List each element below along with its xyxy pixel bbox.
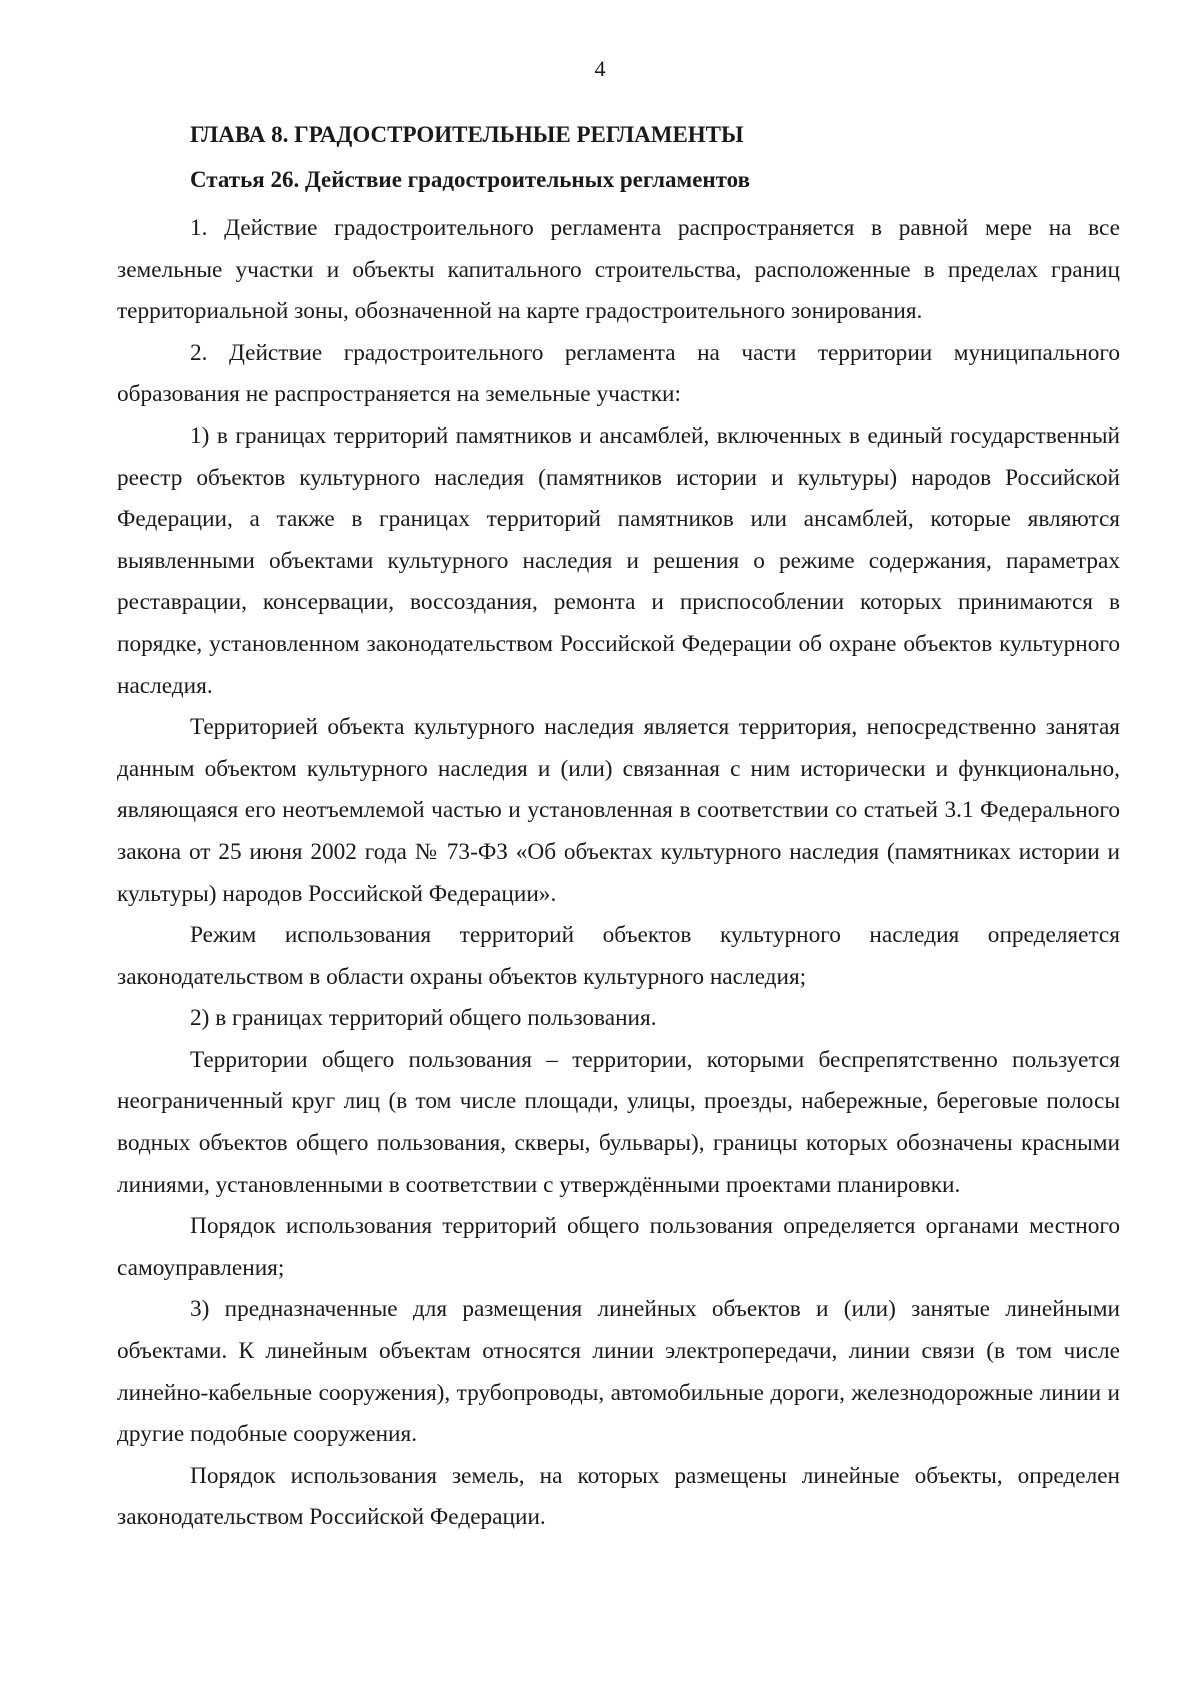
paragraph: 2. Действие градостроительного регламента на части территории муниципального образования не распространяется на земельные участки:	[117, 339, 1120, 408]
paragraph: Режим использования территорий объектов культурного наследия определяется законодательством в области охраны объектов культурного наследия;	[117, 922, 1120, 990]
paragraph: 2) в границах территорий общего пользования.	[190, 1005, 657, 1032]
paragraph: Порядок использования территорий общего пользования определяется органами местного самоуправления;	[117, 1213, 1120, 1281]
paragraph: 1. Действие градостроительного регламента распространяется в равной мере на все земельные участки и объекты капитального строительства, расположенные в пределах границ территориальной зоны, обозначенной на карте градостроительного зонирования.	[117, 215, 1120, 325]
paragraph: Территории общего пользования – территории, которыми беспрепятственно пользуется неограниченный круг лиц (в том числе площади, улицы, проезды, набережные, береговые полосы водных объектов общего пользования, скверы, бульвары), границы которых обозначены красными линиями, установленными в соответствии с утверждёнными проектами планировки.	[117, 1046, 1120, 1198]
paragraph: Порядок использования земель, на которых размещены линейные объекты, определен законодательством Российской Федерации.	[117, 1462, 1120, 1531]
chapter-title: ГЛАВА 8. ГРАДОСТРОИТЕЛЬНЫЕ РЕГЛАМЕНТЫ	[190, 122, 744, 147]
paragraph: 3) предназначенные для размещения линейных объектов и (или) занятые линейными объектами. К линейным объектам относятся линии электропередачи, линии связи (в том числе линейно-кабельные сооружения), трубопроводы, автомобильные дороги, железнодорожные линии и другие подобные сооружения.	[117, 1296, 1120, 1448]
document-body	[117, 112, 1120, 1539]
page-number: 4	[594, 56, 606, 81]
paragraph: 1) в границах территорий памятников и ансамблей, включенных в единый государственный реестр объектов культурного наследия (памятников истории и культуры) народов Российской Федерации, а также в границах территорий памятников или ансамблей, которые являются выявленными объектами культурного наследия и решения о режиме содержания, параметрах реставрации, консервации, воссоздания, ремонта и приспособлении которых принимаются в порядке, установленном законодательством Российской Федерации об охране объектов культурного наследия.	[117, 422, 1120, 699]
paragraph: Территорией объекта культурного наследия является территория, непосредственно занятая данным объектом культурного наследия и (или) связанная с ним исторически и функционально, являющаяся его неотъемлемой частью и установленная в соответствии со статьей 3.1 Федерального закона от 25 июня 2002 года № 73-ФЗ «Об объектах культурного наследия (памятниках истории и культуры) народов Российской Федерации».	[117, 714, 1120, 907]
article-title: Статья 26. Действие градостроительных регламентов	[190, 167, 751, 192]
